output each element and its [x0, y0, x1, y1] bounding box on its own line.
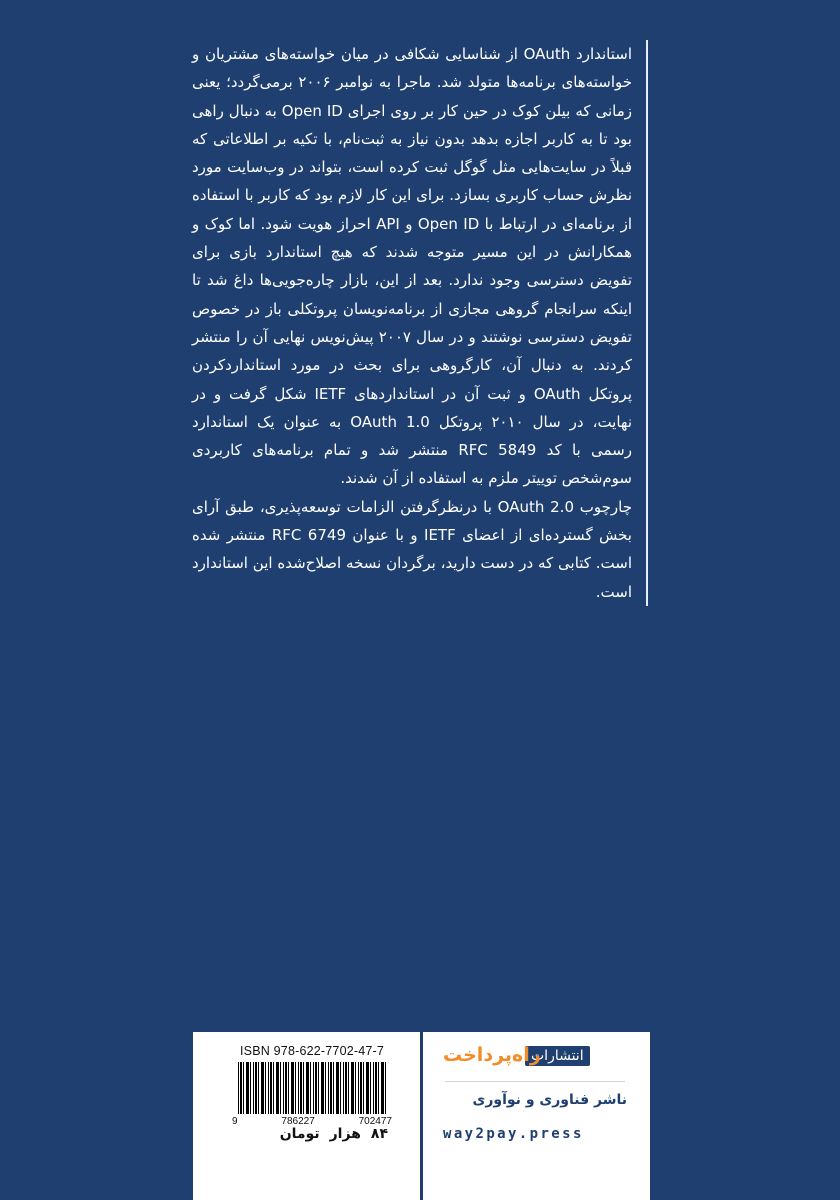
isbn-text: ISBN 978-622-7702-47-7 [240, 1044, 385, 1058]
price-unit: هزار [329, 1126, 361, 1142]
barcode-digit-group: 702477 [358, 1116, 392, 1127]
back-cover-text [192, 40, 648, 606]
publisher-tagline: ناشر فناوری و نوآوری [472, 1092, 627, 1108]
barcode-icon [238, 1062, 388, 1114]
price-currency: تومان [279, 1126, 320, 1142]
paragraph: چارچوب OAuth 2.0 با درنظرگرفتن الزامات توسعه‌پذیری، طبق آرای بخش گسترده‌ای از اعضای IETF و با عنوان RFC 6749 منتشر شده است. کتابی که در دست دارید، برگردان نسخه اصلاح‌شده این استاندارد است. [192, 497, 632, 601]
panel-divider [420, 1032, 423, 1200]
publisher-website[interactable]: way2pay.press [443, 1126, 584, 1142]
publisher-divider [445, 1081, 625, 1082]
paragraph: استاندارد OAuth از شناسایی شکافی در میان خواسته‌های مشتریان و خواسته‌های برنامه‌ها متولد شد. ماجرا به نوامبر ۲۰۰۶ برمی‌گردد؛ یعنی زمانی که بیلن کوک در حین کار بر روی اجرای Open ID به دنبال راهی بود تا به کاربر اجازه بدهد بدون نیاز به ثبت‌نام، با تکیه بر اطلاعاتی که قبلاً در سایت‌هایی مثل گوگل ثبت کرده است، بتواند در وب‌سایت مورد نظرش حساب کاربری بسازد. برای این کار لازم بود که کاربر با استفاده از برنامه‌ای در ارتباط با Open ID و API احراز هویت شود. اما کوک و همکارانش در این مسیر متوجه شدند که هیچ استاندارد بازی برای تفویض دسترسی وجود ندارد. بعد از این، بازار چاره‌جویی‌ها داغ شد تا اینکه سرانجام گروهی مجازی از برنامه‌نویسان پروتکلی باز در خصوص تفویض دسترسی نوشتند و در سال ۲۰۰۷ پیش‌نویس نهایی آن را منتشر کردند. به دنبال آن، کارگروهی برای بحث در مورد استانداردکردن پروتکل OAuth و ثبت آن در استانداردهای IETF شکل گرفت و در نهایت، در سال ۲۰۱۰ پروتکل OAuth 1.0 به عنوان یک استاندارد رسمی با کد RFC 5849 منتشر شد و تمام برنامه‌های کاربردی سوم‌شخص توییتر ملزم به استفاده از آن شدند. [192, 45, 633, 488]
publisher-logo: راه‌پرداخت [443, 1044, 541, 1066]
price [232, 1126, 388, 1142]
price-amount: ۸۴ [370, 1126, 388, 1142]
barcode-digit-group: 9 [232, 1116, 238, 1127]
barcode-digit-group: 786227 [281, 1116, 315, 1127]
publisher-label: انتشارات [525, 1046, 590, 1066]
